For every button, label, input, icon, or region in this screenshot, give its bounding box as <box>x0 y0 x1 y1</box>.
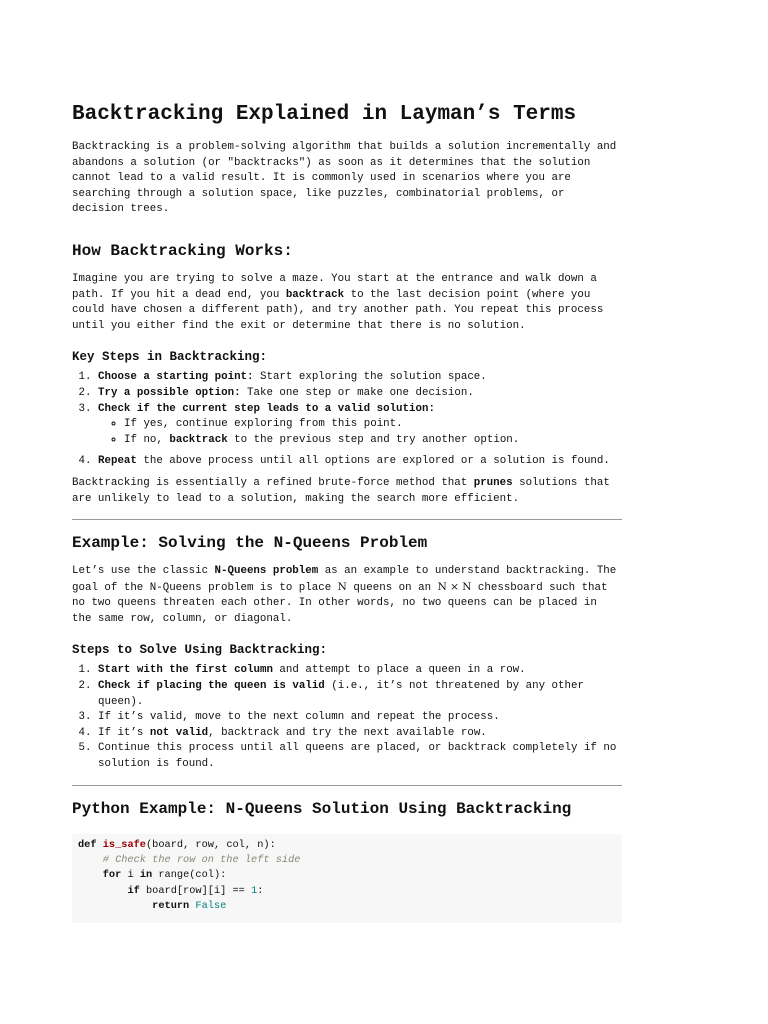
summary-paragraph: Backtracking is essentially a refined brute-force method that prunes solutions that are unlikely to lead to a solution, making the search more efficient. <box>72 476 610 505</box>
list-item: 1. Choose a starting point: Start exploring the solution space. <box>98 370 622 386</box>
sub-list <box>98 417 622 448</box>
intro-paragraph: Backtracking is a problem-solving algorithm that builds a solution incrementally and abandons a solution (or "backtracks") as soon as it determines that the solution cannot lead to a valid result. It is commonly used in scenarios where you are searching through a solution space, like puzzles, combinatorial problems, or decision trees. <box>72 141 617 216</box>
how-paragraph: Imagine you are trying to solve a maze. You start at the entrance and walk down a path. If you hit a dead end, you backtrack to the last decision point (where you could have chosen a different path), and try another path. You repeat this process until you either find the exit or determine that there is no solution. <box>72 272 604 332</box>
key-steps-list <box>72 370 622 470</box>
how-heading: How Backtracking Works: <box>72 241 293 260</box>
code-block: def is_safe(board, row, col, n): # Check the row on the left side for i in range(col): if board[row][i] == 1: return False <box>72 834 622 923</box>
page-title: Backtracking Explained in Layman’s Terms <box>72 103 577 126</box>
divider <box>72 785 622 786</box>
function-name: is_safe <box>102 838 146 851</box>
list-item: 2. Try a possible option: Take one step or make one decision. <box>98 386 622 402</box>
math-n-by-n: N × N <box>437 580 472 593</box>
list-item: ◦ If no, backtrack to the previous step and try another option. <box>124 433 622 449</box>
list-item: 4. If it’s not valid, backtrack and try the next available row. <box>98 726 622 742</box>
math-n: N <box>337 580 347 593</box>
list-item: 4. Repeat the above process until all options are explored or a solution is found. <box>98 454 622 470</box>
example-heading: Example: Solving the N-Queens Problem <box>72 534 428 553</box>
code-comment: # Check the row on the left side <box>102 854 301 867</box>
steps-list <box>72 663 622 772</box>
divider <box>72 519 622 520</box>
list-item: 3. Check if the current step leads to a valid solution: ◦ If yes, continue exploring from this point. ◦ If no, backtrack to the previous step and try another option. <box>98 402 622 449</box>
python-heading: Python Example: N-Queens Solution Using Backtracking <box>72 799 572 818</box>
key-steps-heading: Key Steps in Backtracking: <box>72 350 268 365</box>
steps-heading: Steps to Solve Using Backtracking: <box>72 643 328 658</box>
list-item: ◦ If yes, continue exploring from this point. <box>124 417 622 433</box>
document-page <box>72 100 622 923</box>
list-item: 3. If it’s valid, move to the next column and repeat the process. <box>98 710 622 726</box>
list-item: 2. Check if placing the queen is valid (i.e., it’s not threatened by any other queen). <box>98 679 622 710</box>
example-paragraph: Let’s use the classic N-Queens problem as an example to understand backtracking. The goal of the N-Queens problem is to place N queens on an N × N chessboard such that no two queens threaten each other. In other words, no two queens can be placed in the same row, column, or diagonal. <box>72 565 617 625</box>
list-item: 5. Continue this process until all queens are placed, or backtrack completely if no solution is found. <box>98 741 622 772</box>
list-item: 1. Start with the first column and attempt to place a queen in a row. <box>98 663 622 679</box>
